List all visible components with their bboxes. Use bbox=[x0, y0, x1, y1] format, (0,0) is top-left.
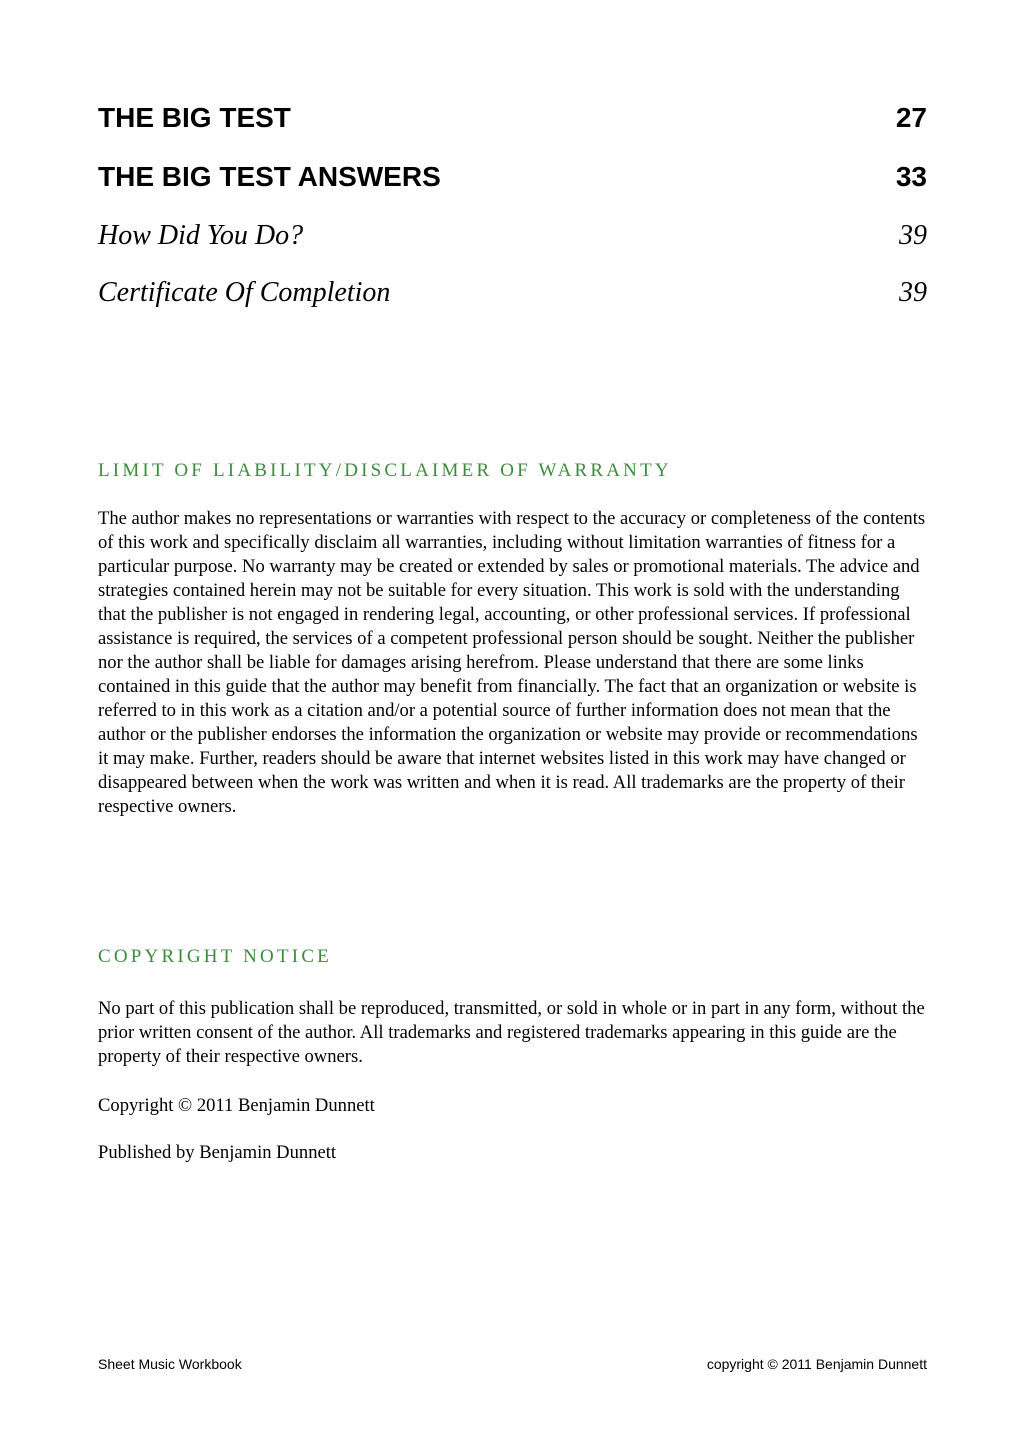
copyright-body: No part of this publication shall be reproduced, transmitted, or sold in whole or in part in any form, without the prior written consent of the author. All trademarks and registered trademarks appearing in this guide are the property of their respective owners. bbox=[98, 998, 925, 1067]
disclaimer-heading: LIMIT OF LIABILITY/DISCLAIMER OF WARRANTY bbox=[98, 460, 672, 481]
copyright-line: Copyright © 2011 Benjamin Dunnett bbox=[98, 1095, 375, 1116]
published-by-line: Published by Benjamin Dunnett bbox=[98, 1142, 337, 1163]
copyright-heading: COPYRIGHT NOTICE bbox=[98, 946, 332, 967]
toc-entry-big-test-answers bbox=[98, 161, 927, 193]
toc-entry-how-did-you-do bbox=[98, 220, 927, 252]
toc-page-number: 39 bbox=[899, 220, 927, 251]
toc-entry-certificate bbox=[98, 277, 927, 309]
toc-title: THE BIG TEST bbox=[98, 102, 291, 133]
toc-page-number: 39 bbox=[899, 277, 927, 308]
toc-title: Certificate Of Completion bbox=[98, 277, 391, 308]
toc-entry-big-test bbox=[98, 102, 927, 134]
toc-title: THE BIG TEST ANSWERS bbox=[98, 161, 441, 192]
disclaimer-body: The author makes no representations or warranties with respect to the accuracy or completeness of the contents of this work and specifically disclaim all warranties, including without limitation warranties of fitness for a particular purpose. No warranty may be created or extended by sales or promotional materials. The advice and strategies contained herein may not be suitable for every situation. This work is sold with the understanding that the publisher is not engaged in rendering legal, accounting, or other professional services. If professional assistance is required, the services of a competent professional person should be sought. Neither the publisher nor the author shall be liable for damages arising herefrom. Please understand that there are some links contained in this guide that the author may benefit from financially. The fact that an organization or website is referred to in this work as a citation and/or a potential source of further information does not mean that the author or the publisher endorses the information the organization or website may provide or recommendations it may make. Further, readers should be aware that internet websites listed in this work may have changed or disappeared between when the work was written and when it is read. All trademarks are the property of their respective owners. bbox=[98, 508, 926, 817]
toc-page-number: 27 bbox=[895, 102, 927, 133]
toc-page-number: 33 bbox=[895, 161, 927, 192]
footer-left-text: Sheet Music Workbook bbox=[98, 1356, 242, 1372]
footer-right-text: copyright © 2011 Benjamin Dunnett bbox=[706, 1356, 927, 1372]
toc-title: How Did You Do? bbox=[98, 220, 304, 251]
